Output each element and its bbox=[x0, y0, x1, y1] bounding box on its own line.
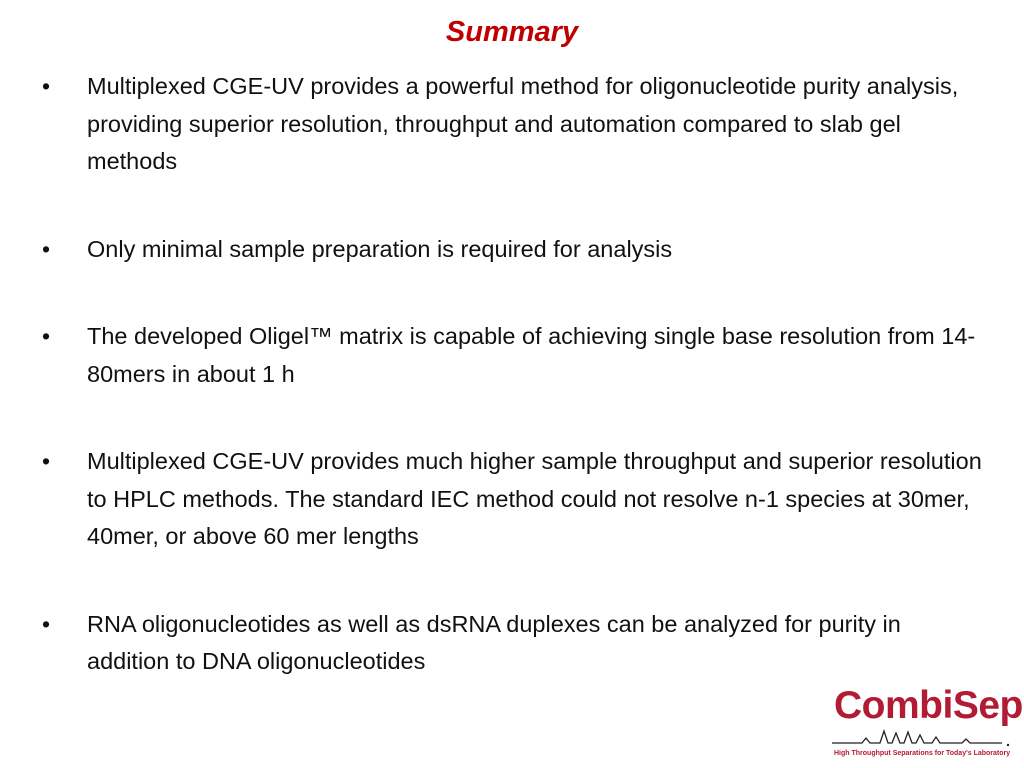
combisep-logo bbox=[828, 683, 1023, 765]
bullet-text: RNA oligonucleotides as well as dsRNA duplexes can be analyzed for purity in addition to DNA oligonucleotides bbox=[87, 610, 901, 674]
bullet-marker: • bbox=[42, 235, 51, 262]
bullet-marker: • bbox=[42, 448, 51, 474]
bullet-item bbox=[42, 606, 982, 681]
bullet-item bbox=[42, 68, 982, 181]
bullet-text: The developed Oligel™ matrix is capable of achieving single base resolution from 14-80mers in about 1 h bbox=[87, 323, 976, 387]
bullet-marker: • bbox=[42, 323, 51, 349]
slide-title: Summary bbox=[445, 16, 579, 48]
logo-tagline: High Throughput Separations for Today's Laboratory bbox=[834, 750, 1011, 757]
bullet-item bbox=[42, 443, 982, 556]
bullet-text: Multiplexed CGE-UV provides much higher sample throughput and superior resolution to HPLC methods. The standard IEC method could not resolve n-1 species at 30mer, 40mer, or above 60 mer lengths bbox=[87, 448, 982, 549]
bullet-item bbox=[42, 318, 982, 393]
electropherogram-wave-icon bbox=[832, 729, 1018, 747]
logo-wordmark: CombiSep bbox=[834, 684, 1023, 727]
bullet-marker: • bbox=[42, 73, 51, 99]
bullet-marker: • bbox=[42, 610, 51, 637]
bullet-text: Only minimal sample preparation is required for analysis bbox=[87, 235, 673, 262]
bullet-item bbox=[42, 231, 982, 269]
bullet-list bbox=[42, 68, 982, 681]
bullet-text: Multiplexed CGE-UV provides a powerful method for oligonucleotide purity analysis, providing superior resolution, throughput and automation compared to slab gel methods bbox=[87, 73, 959, 174]
